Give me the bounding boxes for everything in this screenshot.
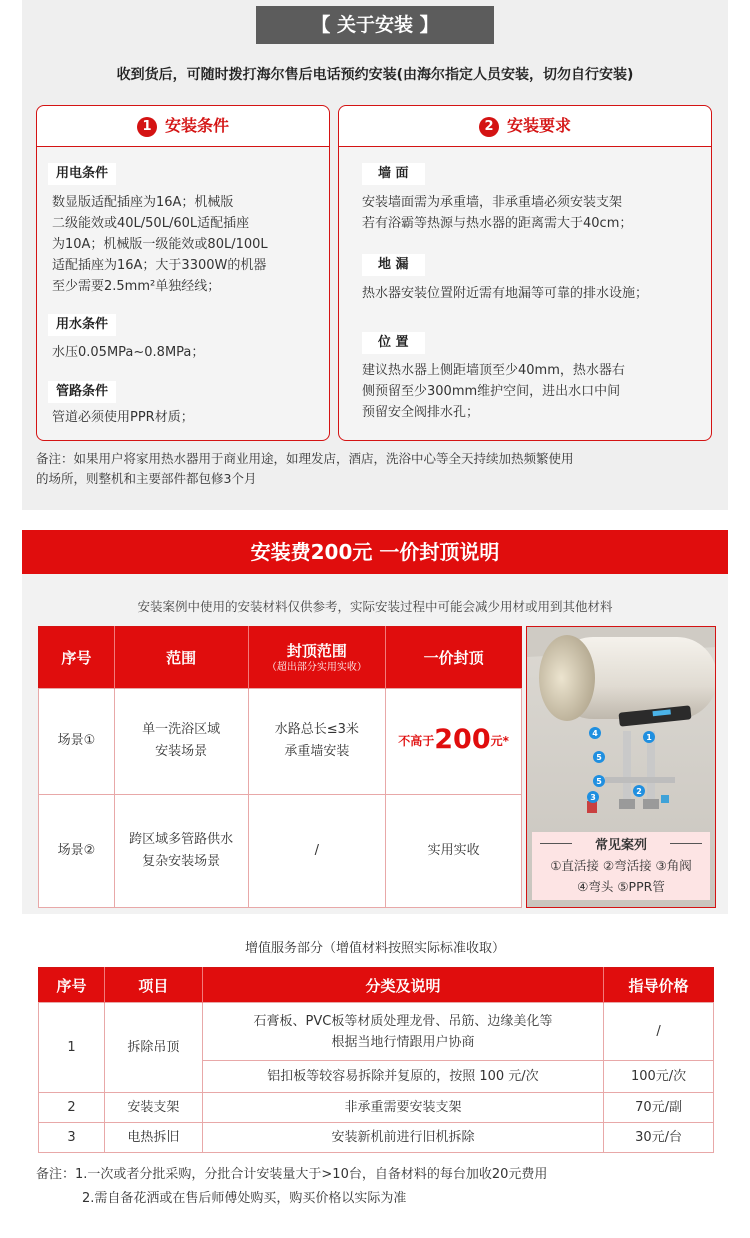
photo-badge: 4 [592,729,598,738]
row-cap: / [248,794,386,907]
water-condition-text: 水压0.05MPa~0.8MPa； [52,345,205,360]
position-line: 建议热水器上侧距墙顶至少40mm，热水器右 [362,363,625,378]
scope-line: 安装场景 [155,744,208,760]
row-no: 2 [39,1093,105,1123]
row-cap [248,689,386,794]
table-row [39,794,522,907]
photo-badge: 5 [596,753,602,762]
wall-text [362,192,632,234]
position-line: 预留安全阀排水孔； [362,405,480,420]
row-price: 100元/次 [604,1061,714,1093]
row-price: 70元/副 [604,1093,714,1123]
scope-line: 复杂安装场景 [142,853,221,869]
pipe-condition-label: 管路条件 [48,381,116,403]
header-desc: 分类及说明 [202,968,603,1003]
note-line: 2.需自备花洒或在售后师傅处购买，购买价格以实际为准 [82,1191,407,1206]
scope-line: 单一洗浴区域 [142,722,221,738]
drain-text: 热水器安装位置附近需有地漏等可靠的排水设施； [362,286,649,301]
wall-line: 若有浴霸等热源与热水器的距离需大于40cm； [362,216,633,231]
note-line: 的场所，则整机和主要部件都包修3个月 [36,471,257,486]
row-no: 场景② [39,794,115,907]
common-cases-line: ④弯头 ⑤PPR管 [577,879,665,894]
row-item: 安装支架 [104,1093,202,1123]
table-row [39,1093,714,1123]
row-item: 电热拆旧 [104,1123,202,1153]
power-line: 为10A；机械版一级能效或80L/100L [52,237,268,252]
drain-label: 地 漏 [362,254,425,276]
install-intro: 收到货后，可随时拨打海尔售后电话预约安装(由海尔指定人员安装，切勿自行安装) [116,67,634,83]
fee-table [38,626,522,908]
position-text [362,360,625,423]
fee-subtitle: 安装案例中使用的安装材料仅供参考，实际安装过程中可能会减少用材或用到其他材料 [137,599,613,614]
table-row [39,1123,714,1153]
row-price [386,689,522,794]
header-cap-label: 封顶范围 [286,642,347,661]
header-cap [248,627,386,689]
position-line: 侧预留至少300mm维护空间，进出水口中间 [362,384,621,399]
header-no: 序号 [39,968,105,1003]
install-section-title: 【 关于安装 】 [256,6,494,44]
power-condition-label: 用电条件 [48,163,116,185]
install-conditions-header [37,106,329,147]
row-item: 拆除吊顶 [104,1003,202,1093]
price-suffix: 元* [490,734,509,749]
table-header-row [39,968,714,1003]
header-price: 指导价格 [604,968,714,1003]
install-requirements-header [339,106,711,147]
photo-badge: 3 [590,793,596,802]
note-line: 备注：如果用户将家用热水器用于商业用途，如理发店，酒店，洗浴中心等全天持续加热频繁使用 [36,451,574,466]
fee-section-title: 安装费200元 一价封顶说明 [22,530,728,574]
install-note [36,449,716,489]
pipe-condition-text: 管道必须使用PPR材质； [52,410,194,425]
header-item: 项目 [104,968,202,1003]
number-badge: 2 [479,117,499,137]
desc-line: 根据当地行情跟用户协商 [331,1034,475,1050]
row-desc: 安装新机前进行旧机拆除 [202,1123,603,1153]
price-amount: 200 [434,724,491,756]
extra-service-subtitle: 增值服务部分（增值材料按照实际标准收取） [244,941,505,956]
cap-line: 承重墙安装 [284,744,350,760]
note-line: 备注：1.一次或者分批采购，分批合计安装量大于>10台，自备材料的每台加收20元费用 [36,1167,548,1182]
photo-badge: 1 [646,733,652,742]
common-cases-line: ①直活接 ②弯活接 ③角阀 [550,858,692,873]
power-line: 二级能效或40L/50L/60L适配插座 [52,216,250,231]
power-line: 至少需要2.5mm²单独经线； [52,279,221,294]
row-desc [202,1003,603,1061]
row-price: 30元/台 [604,1123,714,1153]
table-header-row [39,627,522,689]
photo-badge: 2 [636,787,642,796]
header-price: 一价封顶 [386,627,522,689]
scope-line: 跨区域多管路供水 [129,831,234,847]
price-prefix: 不高于 [398,734,435,749]
cap-line: 水路总长≤3米 [274,722,359,738]
row-desc: 非承重需要安装支架 [202,1093,603,1123]
power-line: 数显版适配插座为16A；机械版 [52,195,234,210]
header-scope: 范围 [114,627,248,689]
row-no: 3 [39,1123,105,1153]
desc-line: 石膏板、PVC板等材质处理龙骨、吊筋、边缘美化等 [253,1013,553,1029]
water-condition-label: 用水条件 [48,314,116,336]
install-conditions-title: 安装条件 [164,116,229,135]
row-scope [114,794,248,907]
table-row [39,1003,714,1061]
install-requirements-title: 安装要求 [506,116,571,135]
common-cases-title: 常见案列 [594,838,647,853]
header-cap-sub: （超出部分实用实收） [266,662,367,674]
row-no: 1 [39,1003,105,1093]
power-line: 适配插座为16A；大于3300W的机器 [52,258,267,273]
row-price: 实用实收 [386,794,522,907]
row-desc: 铝扣板等较容易拆除并复原的，按照 100 元/次 [202,1061,603,1093]
number-badge: 1 [137,117,157,137]
power-condition-text [52,192,268,297]
photo-badge: 5 [596,777,602,786]
header-no: 序号 [39,627,115,689]
position-label: 位 置 [362,332,425,354]
wall-line: 安装墙面需为承重墙，非承重墙必须安装支架 [362,195,623,210]
row-price: / [604,1003,714,1061]
table-row [39,689,522,794]
row-no: 场景① [39,689,115,794]
wall-label: 墙 面 [362,163,425,185]
row-scope [114,689,248,794]
extra-service-table [38,967,714,1153]
extra-service-note [36,1163,726,1211]
